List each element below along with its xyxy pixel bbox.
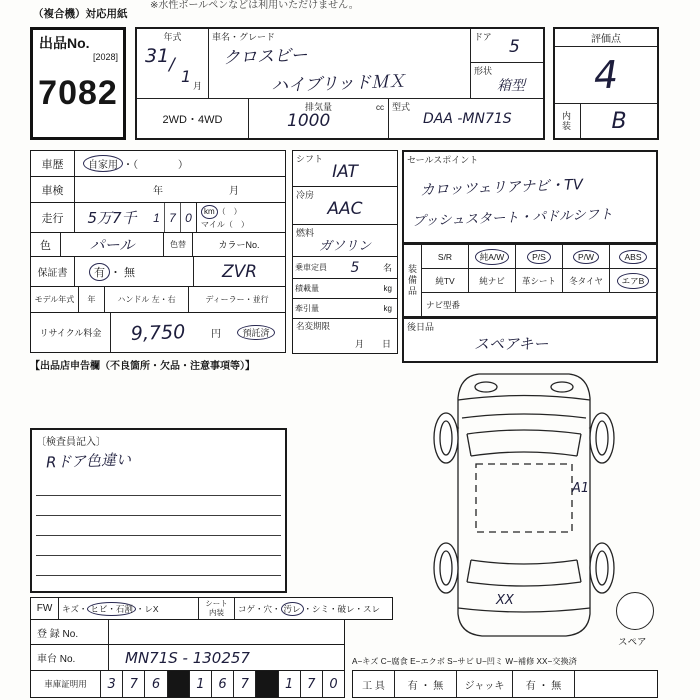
shift-cell — [292, 150, 398, 187]
displacement-unit: cc — [376, 103, 384, 112]
shape-value: 箱型 — [497, 78, 525, 94]
history-content — [75, 151, 285, 176]
history-row — [30, 150, 286, 177]
chassis-number-value: MN71S - 130257 — [125, 648, 250, 667]
history-use-circled: 自家用 — [83, 155, 123, 172]
interior-label: 内装 — [555, 104, 581, 138]
km-line: km （ ） — [201, 205, 283, 219]
color-row — [30, 232, 286, 257]
rear-bumper-line — [458, 608, 590, 612]
tools-row-blank — [575, 671, 657, 697]
month-value: 1 — [181, 67, 192, 86]
shift-label: シフト — [296, 154, 324, 164]
fw-label: FW — [31, 598, 59, 619]
damage-mark-xx: XX — [496, 593, 514, 608]
later-items-box — [402, 317, 658, 363]
displacement-value: 1000 — [287, 111, 331, 131]
load-label: 積載量 — [295, 284, 319, 293]
chassis-label: 車台 No. — [31, 645, 109, 670]
score-value: 4 — [593, 52, 619, 98]
mile-line: マイル（ ） — [201, 220, 249, 229]
equipment-grid — [422, 245, 656, 316]
equipment-label: 装備品 — [404, 245, 422, 316]
year-value: 31 — [145, 45, 170, 67]
paper-type-note: （複合機）対応用紙 — [33, 8, 128, 20]
drive-type-cell: 2WD・4WD — [137, 99, 249, 138]
equip-abs: ABS — [610, 245, 656, 268]
sales-point-box — [402, 150, 658, 244]
equipment-box — [402, 243, 658, 318]
capacity-value: 5 — [350, 259, 360, 276]
registration-label: 登 録 No. — [31, 620, 109, 644]
handle-label: ハンドル 左・右 — [105, 287, 189, 312]
equip-oem-tv: 純TV — [422, 269, 469, 292]
lot-bracket-code: [2028] — [92, 52, 118, 62]
model-code-label: 型式 — [392, 102, 411, 112]
mileage-man-value: 5万7千 — [87, 209, 137, 227]
grade-score-box — [553, 27, 659, 140]
shaken-year-unit: 年 — [153, 186, 163, 197]
spare-tire-icon — [616, 592, 654, 630]
fuel-value: ガソリン — [318, 239, 371, 254]
year-cell — [137, 29, 209, 99]
navi-model-label: ナビ型番 — [426, 299, 461, 310]
color-change-label: 色替 — [163, 233, 193, 256]
fuel-label: 燃料 — [296, 228, 315, 238]
later-items-label: 後日品 — [407, 322, 435, 332]
equip-alloy-wheels: 純A/W — [469, 245, 516, 268]
model-code-value: DAA -MN71S — [423, 111, 512, 127]
windshield-bottom-line — [471, 452, 577, 456]
rear-window-bottom-line — [467, 582, 581, 586]
damage-legend: A−キズ C−腐食 E−エクボ S−サビ U−凹ミ W−補修 XX−交換済 — [352, 657, 577, 666]
tow-label: 牽引量 — [295, 304, 319, 313]
garage-dimension-digits: 3 7 6 1 6 7 1 7 0 — [101, 671, 344, 697]
car-name-value: クロスビー — [222, 45, 308, 69]
inspector-label: 〔検査員記入〕 — [36, 437, 106, 448]
equipment-row-2 — [422, 269, 656, 293]
cabin-dashed-outline — [476, 464, 572, 532]
mileage-label: 走行 — [31, 203, 75, 232]
chassis-row — [30, 644, 345, 671]
car-body-outline — [458, 374, 590, 636]
recycle-value: 9,750 — [130, 320, 186, 345]
model-year-unit: 年 — [79, 287, 105, 312]
inspector-ruled-lines — [36, 476, 281, 588]
rename-units: 月 日 — [354, 339, 391, 349]
left-headlight-icon — [475, 382, 497, 392]
equip-oem-navi: 純ナビ — [469, 269, 516, 292]
name-grade-label: 車名・グレード — [212, 32, 276, 42]
km-circled: km — [201, 205, 218, 219]
shape-cell — [471, 63, 543, 99]
displacement-cell — [249, 99, 389, 138]
recycle-row — [30, 312, 286, 353]
tow-unit: kg — [383, 304, 392, 313]
year-label: 年式 — [163, 32, 182, 42]
jack-label: ジャッキ — [457, 671, 513, 697]
capacity-label: 乗車定員 — [295, 263, 327, 272]
ac-cell — [292, 186, 398, 225]
seat-condition-options: コゲ・穴・ 汚レ ・シミ・破レ・スレ — [238, 603, 381, 614]
inspector-box — [30, 428, 287, 593]
interior-row — [555, 103, 657, 138]
sales-point-line1: カロッツェリアナビ・TV — [419, 177, 584, 199]
model-code-cell — [389, 99, 543, 138]
warranty-label: 保証書 — [31, 257, 75, 286]
front-bumper-line — [458, 396, 590, 401]
name-grade-cell — [209, 29, 471, 99]
color-no-value: ZVR — [193, 257, 285, 286]
model-year-row — [30, 286, 286, 313]
lot-number-box — [30, 27, 126, 140]
equip-sunroof: S/R — [422, 245, 469, 268]
ac-label: 冷房 — [296, 190, 315, 200]
shaken-row — [30, 176, 286, 203]
equip-power-steering: P/S — [516, 245, 563, 268]
jack-value: 有 ・ 無 — [513, 671, 575, 697]
fw-condition-options: キズ・ ヒビ・石割 ・レX — [59, 598, 199, 619]
windshield-top-line — [467, 430, 581, 434]
equip-power-windows: P/W — [563, 245, 610, 268]
mileage-unit-block — [197, 203, 285, 232]
equip-winter-tires: 冬タイヤ — [563, 269, 610, 292]
garage-certificate-label: 車庫証明用 — [31, 671, 101, 697]
top-cut-note: ※水性ボールペンなどは利用いただけません。 — [150, 0, 359, 11]
hood-line — [462, 414, 586, 418]
lot-number-value: 7082 — [38, 74, 118, 112]
car-grade-value: ハイブリッドＭＸ — [270, 71, 406, 97]
fw-circled-option: ヒビ・石割 — [87, 602, 136, 616]
warranty-rest: ・ 無 — [110, 266, 136, 279]
shaken-content — [75, 177, 285, 202]
registration-value-blank — [109, 620, 344, 644]
seat-interior-label: シート 内装 — [199, 598, 235, 619]
model-year-label: モデル年式 — [31, 287, 79, 312]
shaken-month-unit: 月 — [229, 186, 239, 197]
load-unit: kg — [383, 284, 392, 293]
color-label: 色 — [31, 233, 61, 256]
capacity-row — [292, 256, 398, 279]
later-items-value: スペアキー — [474, 335, 549, 353]
dealer-label: ディーラー・並行 — [205, 295, 269, 304]
mileage-row — [30, 202, 286, 233]
door-label: ドア — [474, 32, 492, 42]
interior-value: B — [611, 108, 627, 134]
rename-label: 名変期限 — [296, 321, 331, 331]
recycle-unit: 円 — [211, 329, 221, 340]
mileage-digit-cells: 1 7 0 — [149, 203, 197, 232]
lot-number-label: 出品No. — [39, 35, 90, 51]
fuel-cell — [292, 224, 398, 257]
recycle-label: リサイクル料金 — [31, 313, 111, 352]
inspector-note: Rドア色違い — [45, 450, 132, 472]
warranty-yes-circled: 有 — [89, 263, 110, 281]
load-row — [292, 278, 398, 299]
tools-row — [352, 670, 658, 698]
sales-point-label: セールスポイント — [407, 155, 479, 165]
color-no-label: カラーNo. — [218, 240, 260, 250]
shift-value: IAT — [332, 161, 358, 182]
vehicle-info-table — [135, 27, 545, 140]
seat-circled-option: 汚レ — [281, 602, 304, 616]
declaration-title: 【出品店申告欄（不良箇所・欠品・注意事項等）】 — [30, 361, 255, 372]
spare-tire-label: スペア — [618, 637, 647, 648]
door-value: 5 — [509, 37, 520, 57]
displacement-label: 排気量 — [304, 102, 332, 112]
equip-leather-seats: 革シート — [516, 269, 563, 292]
shaken-label: 車検 — [31, 177, 75, 202]
registration-row — [30, 619, 345, 645]
ac-value: AAC — [327, 198, 363, 219]
tool-value: 有 ・ 無 — [395, 671, 457, 697]
damage-mark-a1: A1 — [572, 481, 590, 496]
year-slash: / — [169, 55, 175, 75]
tow-row — [292, 298, 398, 319]
shape-label: 形状 — [474, 66, 493, 76]
color-value: パール — [89, 236, 135, 254]
warranty-content — [75, 257, 193, 286]
door-cell — [471, 29, 543, 63]
right-headlight-icon — [551, 382, 573, 392]
history-paren: ・（ ） — [123, 160, 188, 171]
score-label: 評価点 — [555, 29, 657, 47]
history-label: 車歴 — [31, 151, 75, 176]
month-unit: 月 — [193, 81, 203, 91]
sales-point-line2: プッシュスタート・パドルシフト — [411, 206, 613, 230]
rename-cell — [292, 318, 398, 354]
garage-certificate-row — [30, 670, 345, 698]
capacity-unit: 名 — [382, 263, 392, 273]
equip-airbag: エアB — [610, 269, 656, 292]
equipment-row-1 — [422, 245, 656, 269]
fw-condition-row — [30, 597, 393, 620]
recycle-status: 預託済 — [227, 313, 285, 352]
tool-label: 工 具 — [353, 671, 395, 697]
rear-window-top-line — [471, 560, 577, 564]
warranty-row — [30, 256, 286, 287]
